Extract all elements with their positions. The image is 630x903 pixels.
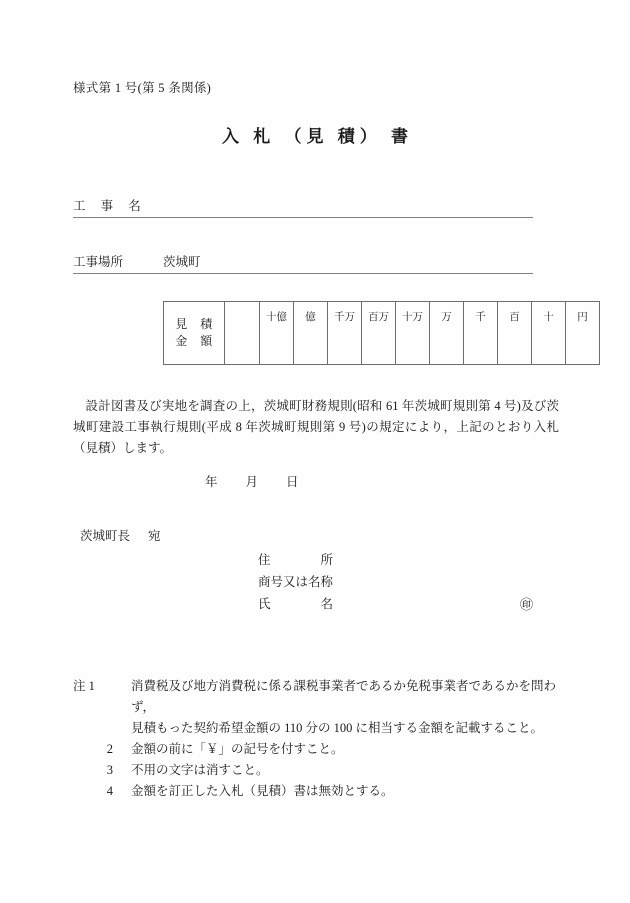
- project-name-label: 工 事 名: [73, 199, 147, 213]
- page-title: 入 札 （見 積） 書: [222, 127, 413, 146]
- amount-unit-cell-2[interactable]: 千万: [328, 302, 362, 365]
- amount-unit-cell-7[interactable]: 百: [498, 302, 532, 365]
- date-month-label: 月: [245, 475, 259, 489]
- notes-section: [73, 676, 573, 802]
- signature-block: [258, 550, 533, 616]
- amount-unit-cell-1[interactable]: 億: [294, 302, 328, 365]
- note-marker: 3: [106, 763, 113, 777]
- amount-table: [163, 301, 600, 365]
- body-paragraph: 設計図書及び実地を調査の上，茨城町財務規則(昭和 61 年茨城町規則第 4 号)及び茨城町建設工事執行規則(平成 8 年茨城町規則第 9 号)の規定により，上記のとおり入札（見積）します。: [73, 399, 559, 455]
- seal-icon: ㊞: [519, 597, 533, 612]
- note-continuation: 見積もった契約希望金額の 110 分の 100 に相当する金額を記載すること。: [131, 721, 544, 735]
- project-site-label: 工事場所: [73, 255, 124, 269]
- note-item: [73, 781, 573, 802]
- date-day-label: 日: [286, 475, 299, 489]
- note-text: 不用の文字は消すこと。: [131, 763, 269, 777]
- form-number: 様式第 1 号(第 5 条関係): [73, 81, 212, 95]
- note-text: 金額を訂正した入札（見積）書は無効とする。: [131, 784, 394, 798]
- project-name-field[interactable]: [73, 196, 533, 218]
- project-site-value: 茨城町: [163, 255, 201, 269]
- note-item: [73, 739, 573, 760]
- signature-company-label: 商号又は名称: [258, 575, 334, 589]
- amount-row-label: [164, 302, 225, 365]
- amount-unit-cell-4[interactable]: 十万: [396, 302, 430, 365]
- signature-address-row[interactable]: [258, 550, 533, 572]
- signature-name-label: 氏 名: [258, 597, 334, 611]
- amount-unit-cell-6[interactable]: 千: [464, 302, 498, 365]
- note-marker: 2: [106, 742, 113, 756]
- amount-unit-cell-3[interactable]: 百万: [362, 302, 396, 365]
- signature-address-label: 住 所: [258, 553, 334, 567]
- project-site-field[interactable]: [73, 252, 533, 274]
- addressee-name: 茨城町長: [80, 529, 131, 543]
- amount-label-line1: 見 積: [175, 316, 213, 331]
- note-text: 消費税及び地方消費税に係る課税事業者であるか免税事業者であるかを問わず，: [131, 679, 557, 714]
- date-line[interactable]: [205, 472, 299, 490]
- note-item: [73, 676, 573, 718]
- amount-label-line2: 金 額: [175, 334, 213, 348]
- amount-unit-cell-9[interactable]: 円: [566, 302, 600, 365]
- note-marker: 4: [106, 784, 113, 798]
- amount-unit-cell-8[interactable]: 十: [532, 302, 566, 365]
- note-marker: 注 1: [73, 679, 95, 693]
- addressee: [80, 526, 161, 544]
- note-text: 金額の前に「￥」の記号を付すこと。: [131, 742, 344, 756]
- addressee-suffix: 宛: [148, 529, 161, 543]
- amount-unit-cell-0[interactable]: 十億: [260, 302, 294, 365]
- note-item: [73, 760, 573, 781]
- signature-company-row[interactable]: [258, 572, 533, 594]
- amount-blank-cell[interactable]: [225, 302, 260, 365]
- table-row: [164, 302, 600, 365]
- date-year-label: 年: [205, 475, 218, 489]
- amount-unit-cell-5[interactable]: 万: [430, 302, 464, 365]
- signature-name-row[interactable]: [258, 594, 533, 616]
